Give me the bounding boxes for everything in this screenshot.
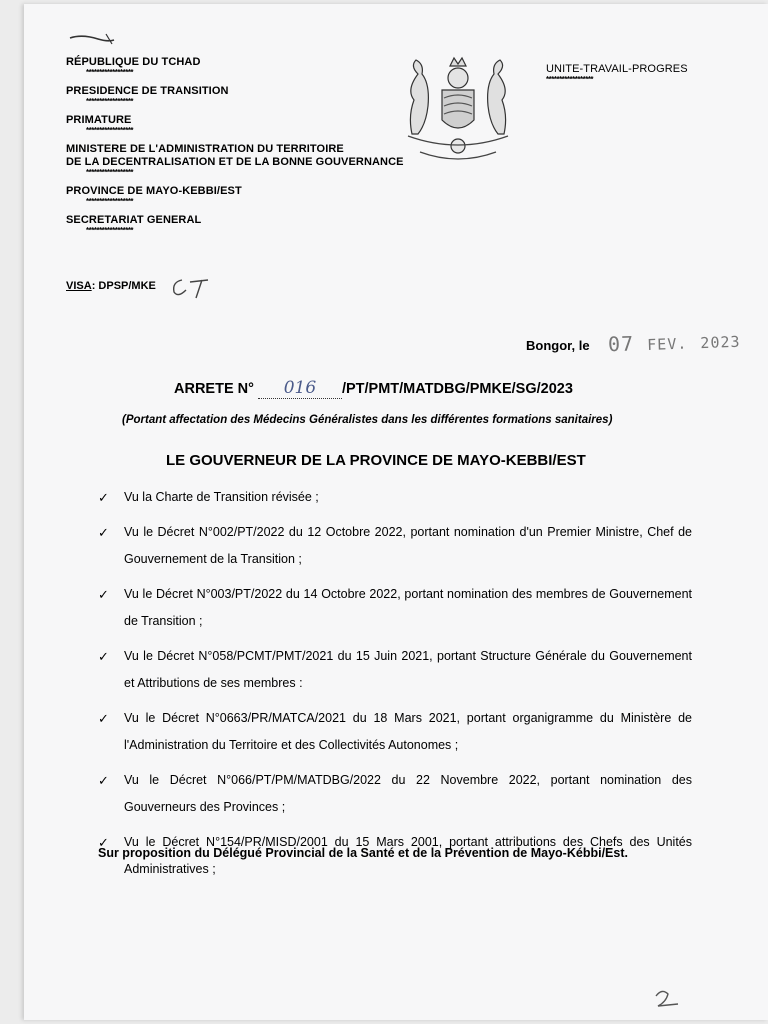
- title-suffix: /PT/PMT/MATDBG/PMKE/SG/2023: [341, 381, 573, 397]
- legal-reference-text: Vu la Charte de Transition révisée ;: [124, 490, 319, 504]
- national-motto-block: [546, 63, 688, 84]
- visa-initials-signature: [168, 272, 228, 302]
- title-prefix: ARRETE N°: [174, 381, 254, 397]
- primature-name: PRIMATURE: [66, 114, 132, 126]
- legal-reference-text: Vu le Décret N°002/PT/2022 du 12 Octobre 2022, portant nomination d'un Premier Ministre, Chef de Gouvernement de la Transition ;: [124, 524, 692, 566]
- visa-line: [66, 280, 156, 292]
- checkmark-icon: ✓: [98, 710, 109, 726]
- legal-reference-text: Vu le Décret N°066/PT/PM/MATDBG/2022 du 22 Novembre 2022, portant nomination des Gouverneurs des Provinces ;: [124, 772, 692, 814]
- issuing-authority-block: [66, 56, 426, 243]
- legal-reference-item: [98, 767, 692, 822]
- legal-reference-item: [98, 519, 692, 574]
- decree-subtitle: (Portant affectation des Médecins Généralistes dans les différentes formations sanitaires): [122, 414, 613, 426]
- province-name: PROVINCE DE MAYO-KEBBI/EST: [66, 185, 242, 197]
- legal-reference-item: [98, 484, 692, 512]
- secretariat-name: SECRETARIAT GENERAL: [66, 214, 202, 226]
- checkmark-icon: ✓: [98, 586, 109, 602]
- handwritten-page-number: [652, 986, 692, 1010]
- decree-title: [174, 378, 573, 399]
- star-separator: ******************: [86, 197, 134, 206]
- checkmark-icon: ✓: [98, 834, 109, 850]
- checkmark-icon: ✓: [98, 772, 109, 788]
- legal-reference-item: [98, 705, 692, 760]
- authority-heading: LE GOUVERNEUR DE LA PROVINCE DE MAYO-KEBBI/EST: [166, 452, 586, 469]
- stamp-month: FEV.: [646, 334, 688, 354]
- date-stamp: [608, 328, 741, 357]
- legal-reference-text: Vu le Décret N°0663/PR/MATCA/2021 du 18 Mars 2021, portant organigramme du Ministère de l'Administration du Territoire et des Collectivités Autonomes ;: [124, 710, 692, 752]
- checkmark-icon: ✓: [98, 490, 109, 505]
- ministry-name-line1: MINISTERE DE L'ADMINISTRATION DU TERRITOIRE: [66, 143, 344, 155]
- handwritten-decree-number: 016: [258, 378, 342, 399]
- legal-reference-item: [98, 581, 692, 636]
- star-separator: ******************: [86, 168, 134, 177]
- legal-references-list: [98, 484, 692, 891]
- star-separator: ******************: [546, 75, 594, 84]
- visa-value: : DPSP/MKE: [91, 280, 156, 292]
- star-separator: ******************: [86, 68, 134, 77]
- ministry-name-line2: DE LA DECENTRALISATION ET DE LA BONNE GOUVERNANCE: [66, 156, 404, 168]
- legal-reference-text: Vu le Décret N°058/PCMT/PMT/2021 du 15 Juin 2021, portant Structure Générale du Gouvernement et Attributions de ses membres :: [124, 648, 692, 690]
- republic-name: RÉPUBLIQUE DU TCHAD: [66, 56, 201, 68]
- handwritten-mark: [68, 30, 118, 50]
- presidency-name: PRESIDENCE DE TRANSITION: [66, 85, 229, 97]
- stamp-day: 07: [607, 331, 635, 357]
- national-motto: UNITE-TRAVAIL-PROGRES: [546, 63, 688, 75]
- star-separator: ******************: [86, 97, 134, 106]
- stamp-year: 2023: [700, 332, 741, 353]
- legal-reference-item: [98, 643, 692, 698]
- legal-reference-text: Vu le Décret N°003/PT/2022 du 14 Octobre 2022, portant nomination des membres de Gouvernement de Transition ;: [124, 586, 692, 628]
- star-separator: ******************: [86, 126, 134, 135]
- legal-reference-text: Vu le Décret N°154/PR/MISD/2001 du 15 Mars 2001, portant attributions des Chefs des Unités Administratives ;: [124, 834, 692, 876]
- visa-label: VISA: [66, 280, 92, 292]
- star-separator: ******************: [86, 226, 134, 235]
- coat-of-arms-emblem: [388, 56, 528, 168]
- checkmark-icon: ✓: [98, 648, 109, 664]
- place-and-date-label: Bongor, le: [526, 338, 590, 353]
- checkmark-icon: ✓: [98, 524, 109, 540]
- proposal-statement: Sur proposition du Délégué Provincial de la Santé et de la Prévention de Mayo-Kébbi/Est.: [98, 846, 628, 860]
